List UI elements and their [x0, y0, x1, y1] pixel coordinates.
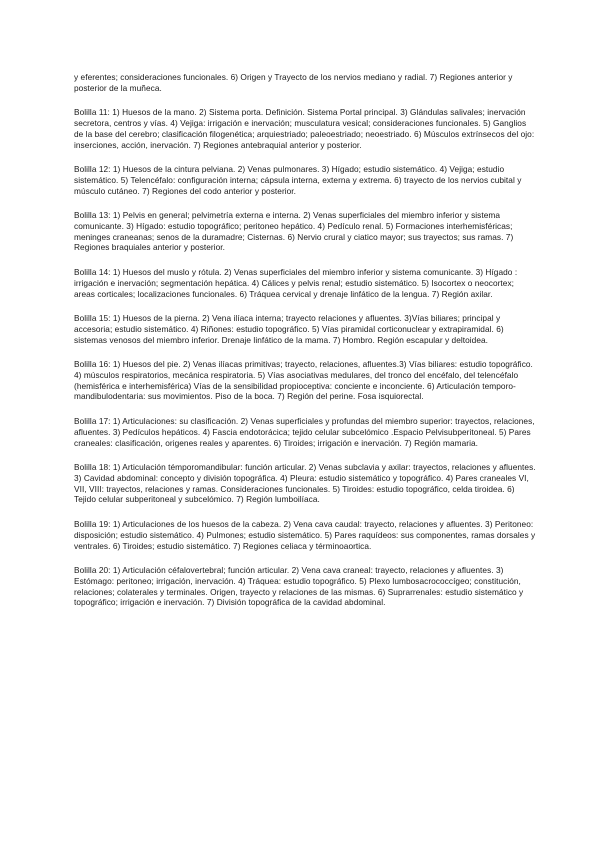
paragraph-bolilla-14: Bolilla 14: 1) Huesos del muslo y rótula. 2) Venas superficiales del miembro inferior y sistema comunicante. 3) Hígado : irrigación e inervación; segmentación hepática. 4) Cálices y pelvis renal; estudio sistemático. 5) Isocortex o neocortex; areas corticales; localizaciones funcionales. 6) Tráquea cervical y drenaje linfático de la lengua. 7) Región axilar.	[74, 267, 518, 299]
paragraph-bolilla-18: Bolilla 18: 1) Articulación témporomandibular: función articular. 2) Venas subclavia y axilar: trayectos, relaciones y afluentes. 3) Cavidad abdominal: concepto y división topográfica. 4) Pleura: estudio sistemático y topográfico. 4) Pares craneales VI, VII, VIII: trayectos, relaciones y ramas. Consideraciones funcionales. 5) Tiroides: estudio topográfico, celda tiroidea. 6) Tejido celular subperitoneal y subcelómico. 7) Región lumboilíaca.	[74, 462, 536, 505]
paragraph-bolilla-20: Bolilla 20: 1) Articulación céfalovertebral; función articular. 2) Vena cava craneal: trayecto, relaciones y afluentes. 3) Estómago: peritoneo; irrigación, inervación. 4) Tráquea: estudio topográfico. 5) Plexo lumbosacrococcígeo; constitución, relaciones; colaterales y terminales. Origen, trayecto y relaciones de las mismas. 6) Suprarrenales: estudio sistemático y topográfico; irrigación e inervación. 7) División topográfica de la cavidad abdominal.	[74, 565, 524, 608]
paragraph-bolilla-11: Bolilla 11: 1) Huesos de la mano. 2) Sistema porta. Definición. Sistema Portal principal. 3) Glándulas salivales; inervación secretora, centros y vías. 4) Vejiga: irrigación e inervación; musculatura vesical; consideraciones funcionales. 5) Ganglios de la base del cerebro; clasificación filogenética; arquiestriado; paleoestriado; neoestriado. 6) Músculos extrínsecos del ojo: inserciones, acción, inervación. 7) Regiones antebraquial anterior y posterior.	[74, 107, 535, 150]
document-body	[74, 72, 536, 622]
paragraph-bolilla-15: Bolilla 15: 1) Huesos de la pierna. 2) Vena ilíaca interna; trayecto relaciones y afluentes. 3)Vías biliares; principal y accesoria; estudio sistemático. 4) Riñones: estudio topográfico. 5) Vías piramidal corticonuclear y extrapiramidal. 6) sistemas venosos del miembro inferior. Drenaje linfático de la mama. 7) Hombro. Región escapular y deltoidea.	[74, 313, 504, 345]
paragraph-bolilla-19: Bolilla 19: 1) Articulaciones de los huesos de la cabeza. 2) Vena cava caudal: trayecto, relaciones y afluentes. 3) Peritoneo: disposición; estudio sistemático. 4) Pulmones; estudio sistemático. 5) Pares raquídeos: sus componentes, ramas dorsales y ventrales. 6) Tiroides; estudio sistemático. 7) Regiones celiaca y términoaortica.	[74, 519, 536, 551]
paragraph-bolilla-12: Bolilla 12: 1) Huesos de la cintura pelviana. 2) Venas pulmonares. 3) Hígado; estudio sistemático. 4) Vejiga; estudio sistemático. 5) Telencéfalo: configuración interna; cápsula interna, externa y extrema. 6) trayecto de los nervios cubital y músculo cutáneo. 7) Regiones del codo anterior y posterior.	[74, 164, 522, 196]
paragraph-bolilla-17: Bolilla 17: 1) Articulaciones: su clasificación. 2) Venas superficiales y profundas del miembro superior: trayectos, relaciones, afluentes. 3) Pedículos hepáticos. 4) Fascia endotorácica; tejido celular subcelómico .Espacio Pelvisubperitoneal. 5) Pares craneales: clasificación, origenes reales y aparentes. 6) Tiroides; irrigación e inervación. 7) Región mamaria.	[74, 416, 535, 448]
paragraph-continuation: y eferentes; consideraciones funcionales. 6) Origen y Trayecto de los nervios mediano y radial. 7) Regiones anterior y posterior de la muñeca.	[74, 72, 513, 93]
paragraph-bolilla-13: Bolilla 13: 1) Pelvis en general; pelvimetría externa e interna. 2) Venas superficiales del miembro inferior y sistema comunicante. 3) Hígado: estudio topográfico; peritoneo hepático. 4) Pedículo renal. 5) Formaciones interhemisféricas; meninges craneanas; senos de la duramadre; Cisternas. 6) Nervio crural y ciatico mayor; sus trayectos; sus ramas. 7) Regiones braquiales anterior y posterior.	[74, 210, 514, 253]
paragraph-bolilla-16: Bolilla 16: 1) Huesos del pie. 2) Venas ilíacas primitivas; trayecto, relaciones, afluentes.3) Vías biliares: estudio topográfico. 4) músculos respiratorios, mecánica respiratoria. 5) Vías asociativas medulares, del tronco del encéfalo, del telencéfalo (hemisférica e interhemisférica) Vías de la sensibilidad propioceptiva: conciente e inconciente. 6) Articulación temporo-mandibulodentaria: sus movimientos. Piso de la boca. 7) Región del perine. Fosa isquiorectal.	[74, 359, 533, 402]
